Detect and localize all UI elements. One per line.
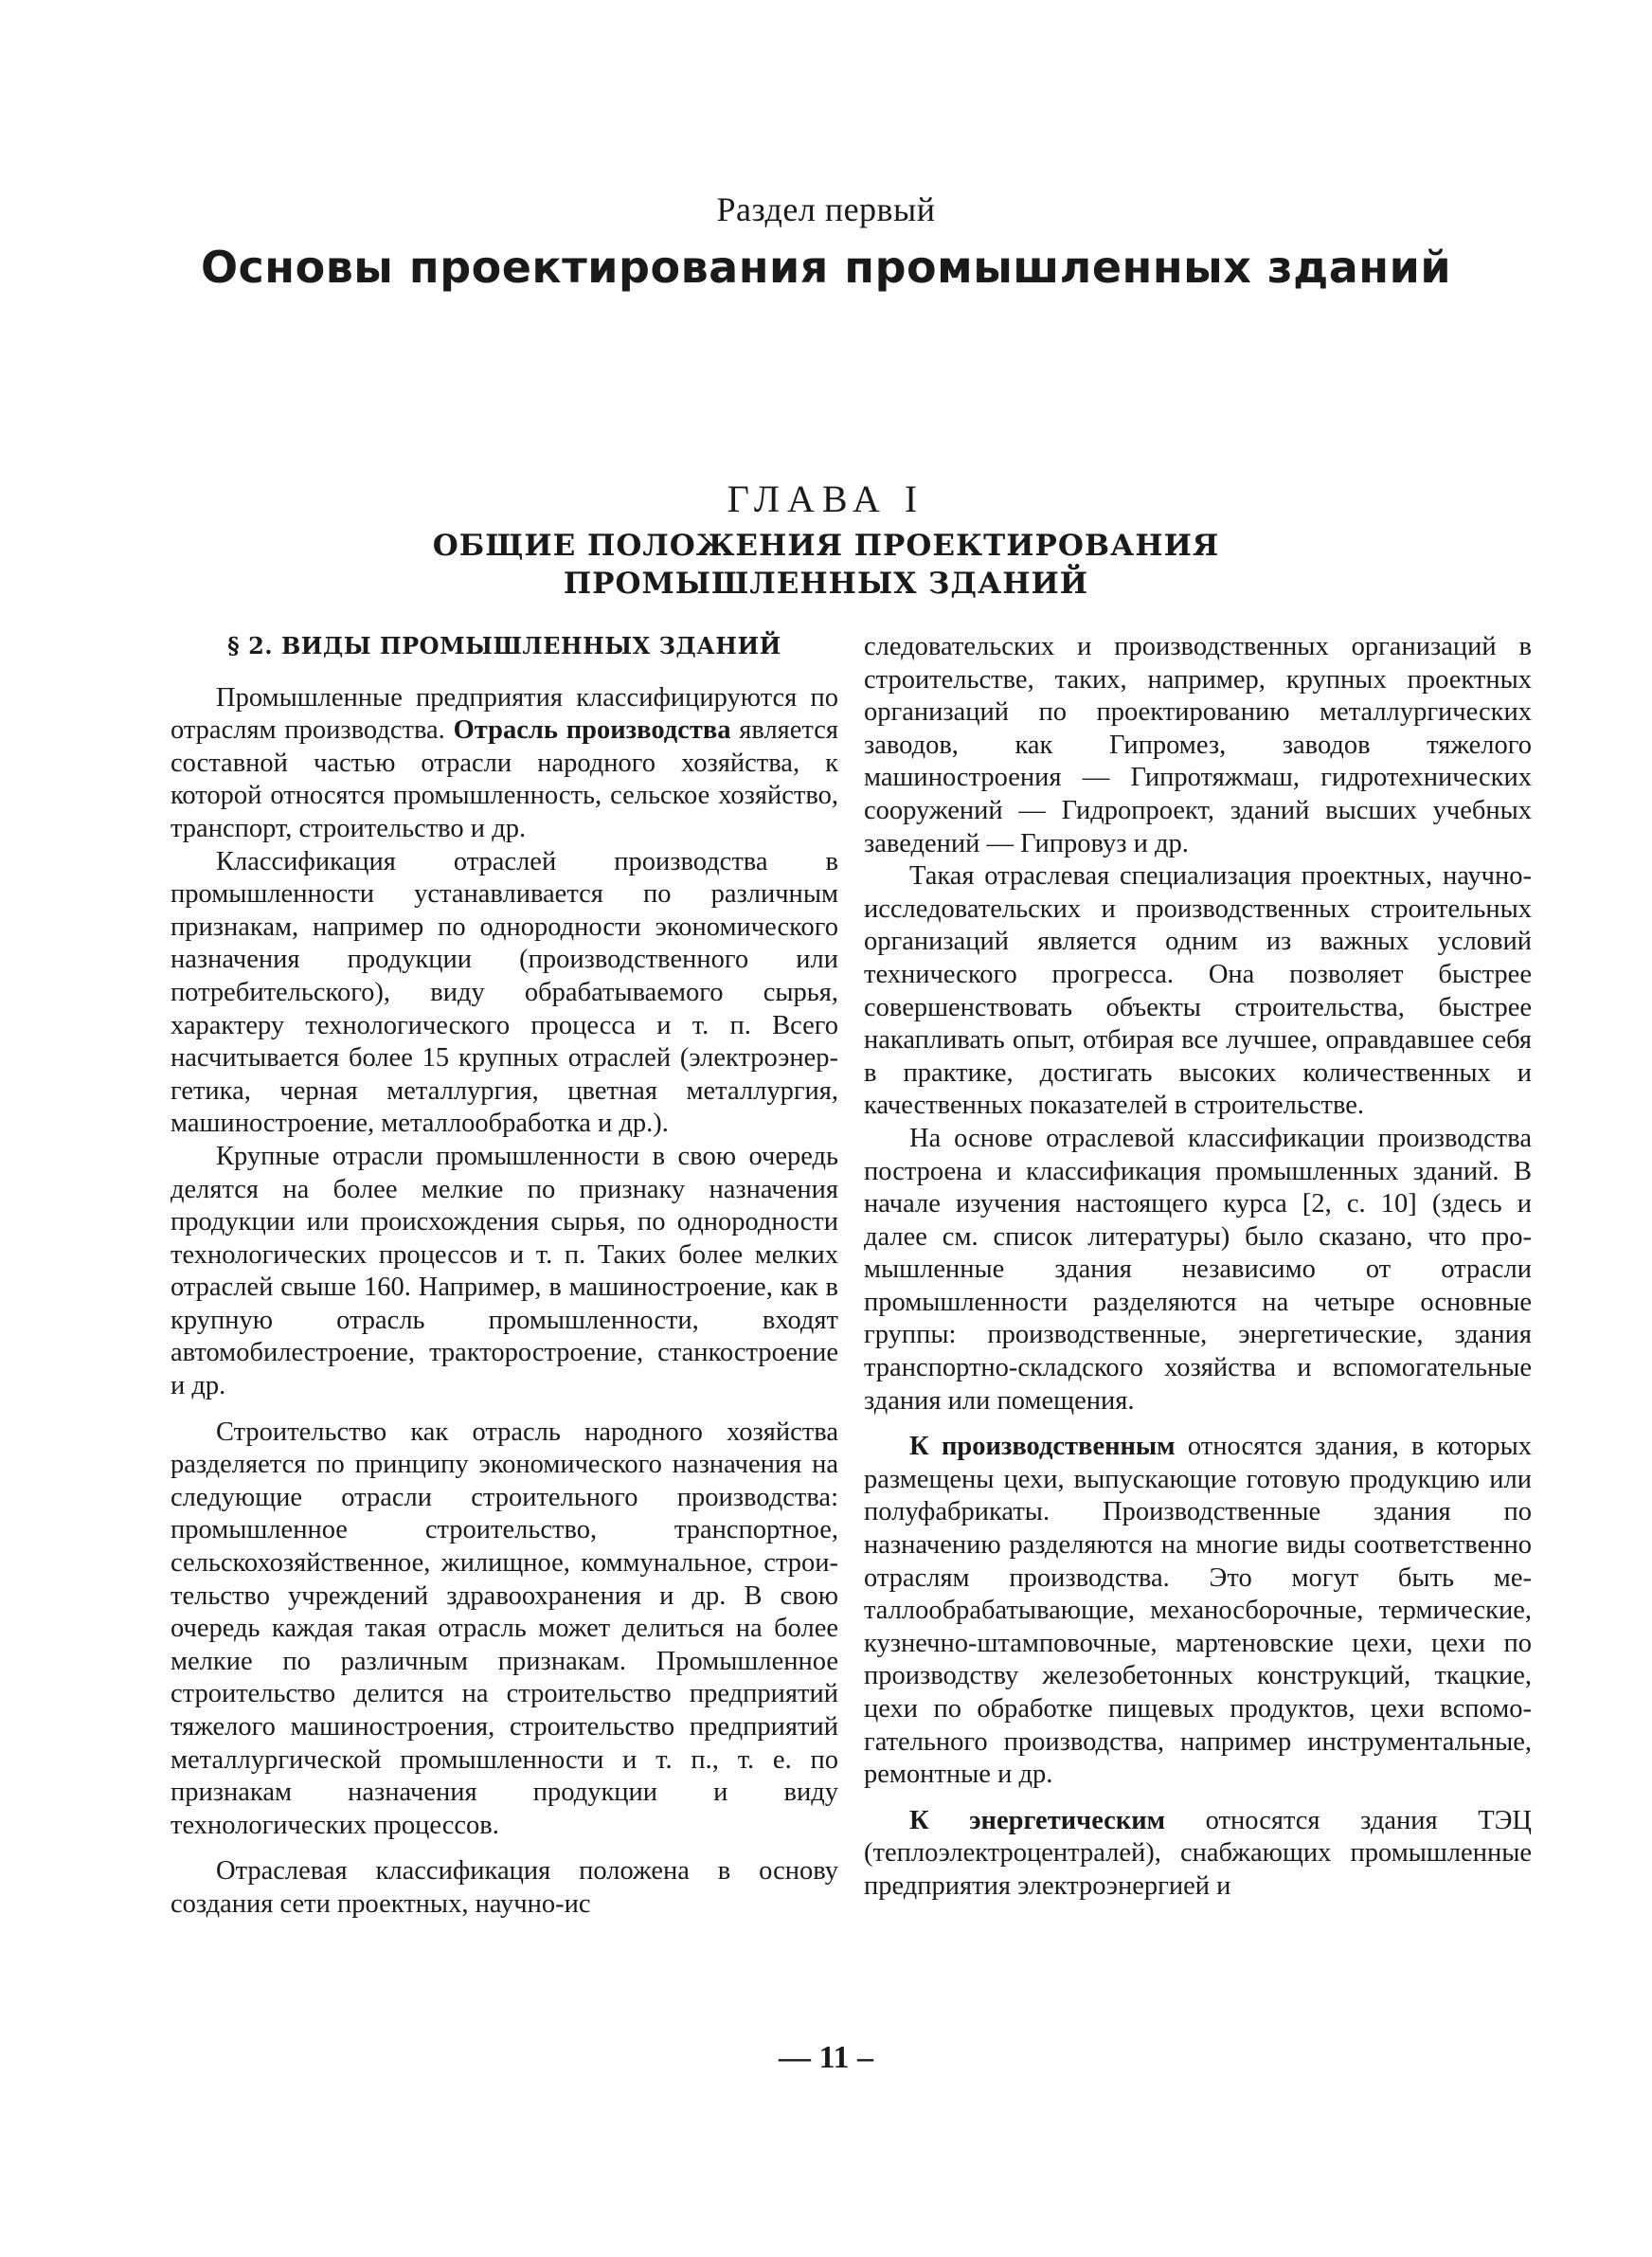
- left-paragraph-1: Промышленные предприятия классифицируются по отраслям производства. Отрасль производства является составной частью отрасли народного хозяйства, к которой относятся промышленность, сельское хозяйство, транспорт, строительство и др.: [171, 682, 838, 843]
- right-column: [864, 631, 1532, 1904]
- term-production-buildings: К производственным: [909, 1432, 1176, 1462]
- right-paragraph-1: следовательских и производственных организаций в строительстве, таких, например, крупных проектных организаций по проектированию металлургических заводов, как Гипромез, заводов тяжелого машиностроения — Гипротяжмаш, гидротехнических сооружений — Гидропроект, зданий высших учебных заведений — Гипровуз и др.: [864, 632, 1532, 858]
- left-column: [171, 630, 838, 1922]
- chapter-title: [0, 527, 1652, 603]
- paragraph-heading: § 2. ВИДЫ ПРОМЫШЛЕННЫХ ЗДАНИЙ: [227, 632, 781, 659]
- term-energy-buildings: К энергетическим: [909, 1805, 1166, 1835]
- chapter-title-line-1: ОБЩИЕ ПОЛОЖЕНИЯ ПРОЕКТИРОВАНИЯ: [432, 529, 1220, 563]
- right-paragraph-3: На основе отраслевой классификации производства построена и классификация промышленных зданий. В начале изучения настоящего курса [2, с. 10] (здесь и далее см. список литературы) было сказано, что промышленные здания независимо от отрасли промышленности разделяются на четыре основные группы: производственные, энергетические, здания транспортно-складского хозяйства и вспомогательные здания или помещения.: [864, 1123, 1532, 1416]
- chapter-title-line-2: ПРОМЫШЛЕННЫХ ЗДАНИЙ: [563, 567, 1089, 601]
- left-paragraph-4: Строительство как отрасль народного хозяйства разделяется по принципу экономического назначения на следующие отрасли строительного производства: промышленное строительство, транспортное, сельскохозяйственное, жилищное, коммунальное, строительство учреждений здравоохранения и др. В свою очередь каждая такая отрасль может делиться на более мелкие по различным признакам. Промышленное строительство делится на строительство предприятий тяжелого машиностроения, строительство предприятий металлургической промышленности и т. п., т. е. по признакам назначения продукции и виду технологических процессов.: [171, 1417, 838, 1840]
- left-paragraph-3: Крупные отрасли промышленности в свою очередь делятся на более мелкие по признаку назначения продукции или происхождения сырья, по однородности технологических процессов и т. п. Таких более мелких отраслей свыше 160. Например, в машиностроение, как в крупную отрасль промышленности, входят автомобилестроение, тракторостроение, станкостроение и др.: [171, 1141, 838, 1401]
- term-industry-branch: Отрасль производства: [453, 715, 731, 746]
- left-paragraph-5: Отраслевая классификация положена в основу создания сети проектных, научно-ис: [171, 1856, 838, 1919]
- right-paragraph-2: Такая отраслевая специализация проектных, научно-исследовательских и производственных строительных организаций является одним из важных условий технического прогресса. Она позволяет быстрее совершенствовать объекты строительства, быстрее накапливать опыт, отбирая все лучшее, оправдавшее себя в практике, достигать высоких количественных и качественных показателей в строительстве.: [864, 861, 1532, 1121]
- section-title: Основы проектирования промышленных зданий: [200, 242, 1452, 293]
- chapter-label: ГЛАВА I: [727, 478, 925, 520]
- left-paragraph-2: Классификация отраслей производства в промышленности устанавливается по различным признакам, например по однородности экономического назначения продукции (производственного или потребительского), виду обрабатываемого сырья, характеру технологического процесса и т. п. Всего насчитывается более 15 крупных отраслей (электроэнергетика, черная металлургия, цветная металлургия, машиностроение, металлообработка и др.).: [171, 846, 838, 1139]
- section-label: Раздел первый: [716, 190, 936, 228]
- page-number: — 11 –: [778, 2040, 874, 2075]
- right-paragraph-5: К энергетическим относятся здания ТЭЦ (теплоэлектроцентралей), снабжающих промышленные предприятия электроэнергией и: [864, 1805, 1532, 1901]
- right-paragraph-4: К производственным относятся здания, в которых размещены цехи, выпускающие готовую продукцию или полуфабрикаты. Производственные здания по назначению разделяются на многие виды соответственно отраслям производства. Это могут быть металлообрабатывающие, механосборочные, термические, кузнечно-штамповочные, мартеновские цехи, цехи по производству железобетонных конструкций, ткацкие, цехи по обработке пищевых продуктов, цехи вспомогательного производства, например инструментальные, ремонтные и др.: [864, 1432, 1532, 1790]
